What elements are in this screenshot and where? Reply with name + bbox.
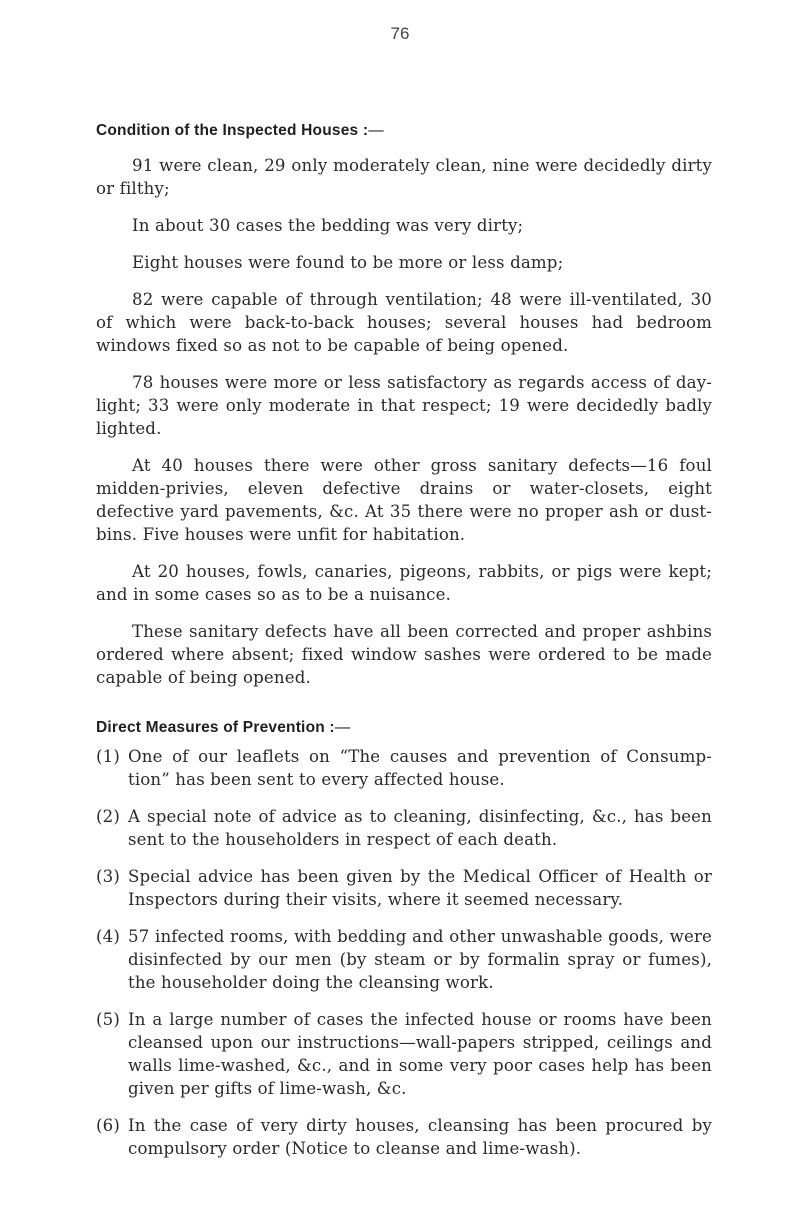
paragraph-corrections: These sanitary defects have all been corrected and proper ashbins ordered where absent; fixed window sashes were ordered to be made capable of being opened.	[96, 622, 712, 687]
list-item	[96, 745, 712, 791]
prevention-list	[96, 745, 712, 1160]
page-body	[96, 122, 712, 1174]
section-heading-condition	[96, 122, 712, 140]
paragraph-daylight: 78 houses were more or less satisfactory as regards access of day-light; 33 were only moderate in that respect; 19 were decidedly badly lighted.	[96, 373, 712, 438]
item-text: Special advice has been given by the Medical Officer of Health or Inspectors during their visits, where it seemed necessary.	[128, 867, 712, 909]
item-text: In a large number of cases the infected house or rooms have been cleansed upon our instructions—wall-papers stripped, ceilings and walls lime-washed, &c., and in some very poor cases help has been given per gifts of lime-wash, &c.	[128, 1010, 712, 1098]
section-heading-prevention	[96, 719, 712, 737]
paragraph-damp: Eight houses were found to be more or less damp;	[132, 253, 564, 272]
heading-dash: —	[368, 122, 384, 139]
item-number: (2)	[96, 807, 120, 826]
item-number: (3)	[96, 867, 120, 886]
item-number: (5)	[96, 1010, 120, 1029]
heading-dash: —	[334, 719, 351, 736]
paragraph-cleanliness: 91 were clean, 29 only moderately clean, nine were decidedly dirty or filthy;	[96, 156, 712, 198]
item-text: One of our leaflets on “The causes and prevention of Consump-tion” has been sent to every affected house.	[128, 747, 712, 789]
item-text: In the case of very dirty houses, cleansing has been procured by compulsory order (Notice to cleanse and lime-wash).	[128, 1116, 712, 1158]
item-number: (4)	[96, 927, 120, 946]
list-item	[96, 865, 712, 911]
list-item	[96, 1114, 712, 1160]
page-number: 76	[390, 24, 410, 43]
item-number: (6)	[96, 1116, 120, 1135]
item-text: A special note of advice as to cleaning, disinfecting, &c., has been sent to the householders in respect of each death.	[128, 807, 712, 849]
item-number: (1)	[96, 747, 120, 766]
paragraph-bedding: In about 30 cases the bedding was very dirty;	[132, 216, 524, 235]
item-text: 57 infected rooms, with bedding and other unwashable goods, were disinfected by our men (by steam or by formalin spray or fumes), the householder doing the cleansing work.	[128, 927, 712, 992]
paragraph-animals: At 20 houses, fowls, canaries, pigeons, rabbits, or pigs were kept; and in some cases so as to be a nuisance.	[96, 562, 712, 604]
list-item	[96, 925, 712, 994]
list-item	[96, 805, 712, 851]
paragraph-sanitary-defects: At 40 houses there were other gross sanitary defects—16 foul midden-privies, eleven defective drains or water-closets, eight defective yard pavements, &c. At 35 there were no proper ash or dust-bins. Five houses were unfit for habitation.	[96, 456, 712, 544]
paragraph-ventilation: 82 were capable of through ventilation; 48 were ill-ventilated, 30 of which were back-to-back houses; several houses had bedroom windows fixed so as not to be capable of being opened.	[96, 290, 712, 355]
heading-text: Direct Measures of Prevention :	[96, 719, 335, 736]
list-item	[96, 1008, 712, 1100]
heading-text: Condition of the Inspected Houses :	[96, 122, 369, 139]
